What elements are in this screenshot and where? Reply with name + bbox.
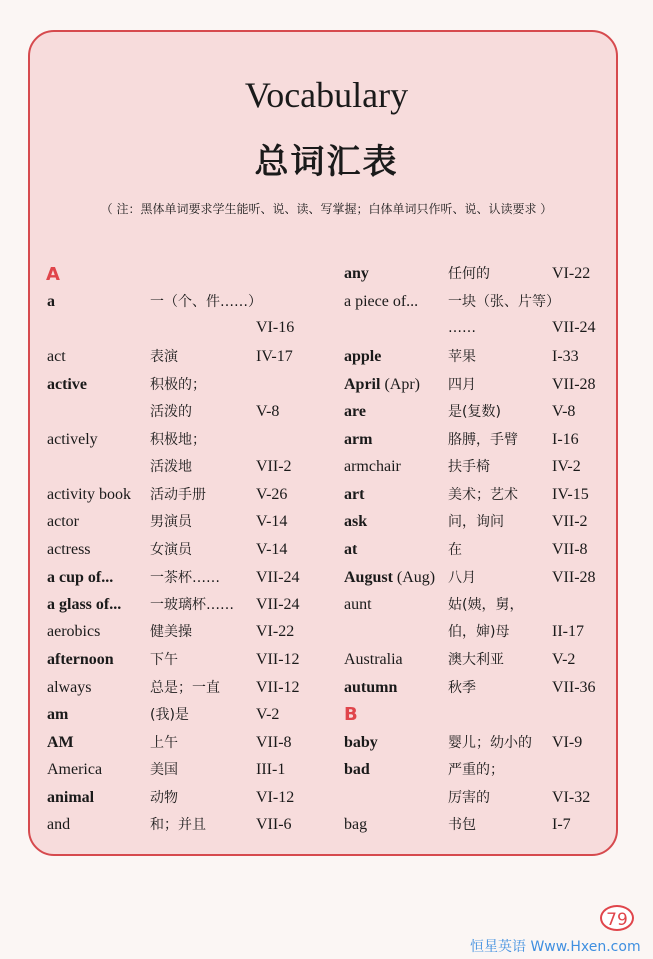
vocab-unit: IV-15 bbox=[552, 486, 589, 503]
vocab-word: active bbox=[47, 376, 87, 393]
vocab-word: apple bbox=[344, 348, 382, 365]
vocab-meaning: 和；并且 bbox=[150, 817, 206, 833]
vocab-word: and bbox=[47, 816, 71, 833]
vocab-word: baby bbox=[344, 734, 378, 751]
vocab-word: America bbox=[47, 761, 103, 778]
vocab-word: actor bbox=[47, 513, 79, 530]
vocab-unit: IV-2 bbox=[552, 458, 581, 475]
vocab-unit: I-16 bbox=[552, 431, 579, 448]
vocab-meaning: 婴儿；幼小的 bbox=[448, 735, 532, 751]
vocab-meaning: 是(复数) bbox=[448, 404, 501, 420]
vocab-word: autumn bbox=[344, 679, 398, 696]
vocab-meaning: 澳大利亚 bbox=[448, 652, 504, 668]
vocab-unit: VII-2 bbox=[256, 458, 292, 475]
vocab-word: actively bbox=[47, 431, 98, 448]
vocab-meaning: 总是；一直 bbox=[150, 680, 220, 696]
vocab-meaning: 活泼的 bbox=[150, 404, 192, 420]
vocab-word: a bbox=[47, 293, 55, 310]
vocab-word: Australia bbox=[344, 651, 403, 668]
vocab-word: aunt bbox=[344, 596, 372, 613]
vocab-meaning: 四月 bbox=[448, 377, 476, 393]
vocab-unit: VII-36 bbox=[552, 679, 596, 696]
vocab-abbreviation: (Aug) bbox=[392, 569, 436, 586]
usage-note: （ 注：黑体单词要求学生能听、说、读、写掌握；白体单词只作听、说、认读要求 ） bbox=[100, 202, 553, 216]
vocab-word: bad bbox=[344, 761, 370, 778]
vocab-unit: VII-8 bbox=[552, 541, 588, 558]
vocab-unit: VII-24 bbox=[256, 569, 300, 586]
vocab-meaning: 秋季 bbox=[448, 680, 476, 696]
vocab-word: art bbox=[344, 486, 365, 503]
vocab-unit: VII-8 bbox=[256, 734, 292, 751]
vocab-unit: VI-12 bbox=[256, 789, 295, 806]
page-number: 79 bbox=[600, 905, 634, 931]
vocab-meaning: 姑(姨，舅， bbox=[448, 597, 524, 613]
vocab-meaning: 表演 bbox=[150, 349, 178, 365]
vocab-meaning: 一玻璃杯…… bbox=[150, 597, 234, 613]
vocab-unit: II-17 bbox=[552, 623, 584, 640]
vocab-meaning: 厉害的 bbox=[448, 790, 490, 806]
vocab-meaning: 下午 bbox=[150, 652, 178, 668]
vocab-meaning: 美国 bbox=[150, 762, 178, 778]
vocab-unit: VII-28 bbox=[552, 376, 596, 393]
vocab-meaning: 积极地； bbox=[150, 432, 206, 448]
vocab-unit: VII-24 bbox=[256, 596, 300, 613]
vocab-unit: VII-2 bbox=[552, 513, 588, 530]
page-title-chinese: 总词汇表 bbox=[254, 142, 399, 182]
vocab-unit: VII-12 bbox=[256, 651, 300, 668]
vocab-meaning: …… bbox=[448, 320, 476, 336]
vocab-word: AM bbox=[47, 734, 74, 751]
vocab-word: act bbox=[47, 348, 66, 365]
vocab-word: any bbox=[344, 265, 369, 282]
vocab-meaning: 健美操 bbox=[150, 624, 192, 640]
vocab-unit: IV-17 bbox=[256, 348, 293, 365]
vocab-unit: VI-9 bbox=[552, 734, 583, 751]
site-watermark: 恒星英语 Www.Hxen.com bbox=[470, 939, 641, 955]
vocab-word: armchair bbox=[344, 458, 401, 475]
vocab-unit: V-14 bbox=[256, 513, 288, 530]
vocab-word: a glass of... bbox=[47, 596, 122, 613]
vocab-meaning: 任何的 bbox=[448, 266, 490, 282]
vocab-meaning: 一块（张、片等） bbox=[448, 294, 560, 310]
vocab-meaning: 在 bbox=[448, 542, 462, 558]
vocab-unit: V-26 bbox=[256, 486, 288, 503]
vocab-word: animal bbox=[47, 789, 95, 806]
vocab-word: aerobics bbox=[47, 623, 101, 640]
vocab-meaning: 一（个、件……） bbox=[150, 294, 262, 310]
vocab-unit: VII-12 bbox=[256, 679, 300, 696]
vocab-meaning: 书包 bbox=[448, 817, 476, 833]
vocab-unit: I-7 bbox=[552, 816, 571, 833]
vocab-word: am bbox=[47, 706, 69, 723]
vocab-meaning: (我)是 bbox=[150, 707, 189, 723]
vocab-meaning: 严重的； bbox=[448, 762, 504, 778]
vocab-unit: V-14 bbox=[256, 541, 288, 558]
vocab-meaning: 胳膊，手臂 bbox=[448, 432, 518, 448]
vocab-unit: I-33 bbox=[552, 348, 579, 365]
vocab-unit: VI-22 bbox=[552, 265, 591, 282]
vocab-unit: VII-28 bbox=[552, 569, 596, 586]
vocab-word: afternoon bbox=[47, 651, 114, 668]
vocab-meaning: 一茶杯…… bbox=[150, 570, 220, 586]
vocab-unit: VI-32 bbox=[552, 789, 591, 806]
vocab-word: bag bbox=[344, 816, 368, 833]
vocab-meaning: 积极的； bbox=[150, 377, 206, 393]
section-letter-a: A bbox=[46, 264, 60, 285]
vocab-word: activity book bbox=[47, 486, 131, 503]
vocab-word: at bbox=[344, 541, 358, 558]
vocab-word: a cup of... bbox=[47, 569, 114, 586]
vocab-word: always bbox=[47, 679, 92, 696]
vocab-meaning: 问，询问 bbox=[448, 514, 504, 530]
vocab-meaning: 活泼地 bbox=[150, 459, 192, 475]
vocab-word: a piece of... bbox=[344, 293, 419, 310]
vocab-word: April (Apr) bbox=[344, 376, 420, 393]
vocab-word: actress bbox=[47, 541, 91, 558]
vocab-unit: V-2 bbox=[552, 651, 576, 668]
vocab-meaning: 八月 bbox=[448, 570, 476, 586]
vocab-abbreviation: (Apr) bbox=[380, 376, 420, 393]
vocab-meaning: 上午 bbox=[150, 735, 178, 751]
vocab-meaning: 女演员 bbox=[150, 542, 192, 558]
vocab-meaning: 伯，婶)母 bbox=[448, 624, 510, 640]
vocab-unit: V-8 bbox=[256, 403, 280, 420]
vocab-word: ask bbox=[344, 513, 368, 530]
vocab-meaning: 扶手椅 bbox=[448, 459, 490, 475]
vocab-meaning: 美术；艺术 bbox=[448, 487, 518, 503]
section-letter-b: B bbox=[344, 704, 358, 725]
vocab-unit: III-1 bbox=[256, 761, 286, 778]
vocab-unit: V-8 bbox=[552, 403, 576, 420]
vocab-word: are bbox=[344, 403, 366, 420]
vocab-unit: VI-22 bbox=[256, 623, 295, 640]
vocab-meaning: 苹果 bbox=[448, 349, 476, 365]
vocab-meaning: 动物 bbox=[150, 790, 178, 806]
page-title-english: Vocabulary bbox=[244, 75, 409, 115]
vocab-unit: VI-16 bbox=[256, 319, 295, 336]
vocab-unit: V-2 bbox=[256, 706, 280, 723]
vocab-meaning: 活动手册 bbox=[150, 487, 206, 503]
vocab-meaning: 男演员 bbox=[150, 514, 192, 530]
vocab-word: arm bbox=[344, 431, 373, 448]
vocab-word: August (Aug) bbox=[344, 569, 436, 586]
vocab-unit: VII-24 bbox=[552, 319, 596, 336]
vocab-unit: VII-6 bbox=[256, 816, 292, 833]
